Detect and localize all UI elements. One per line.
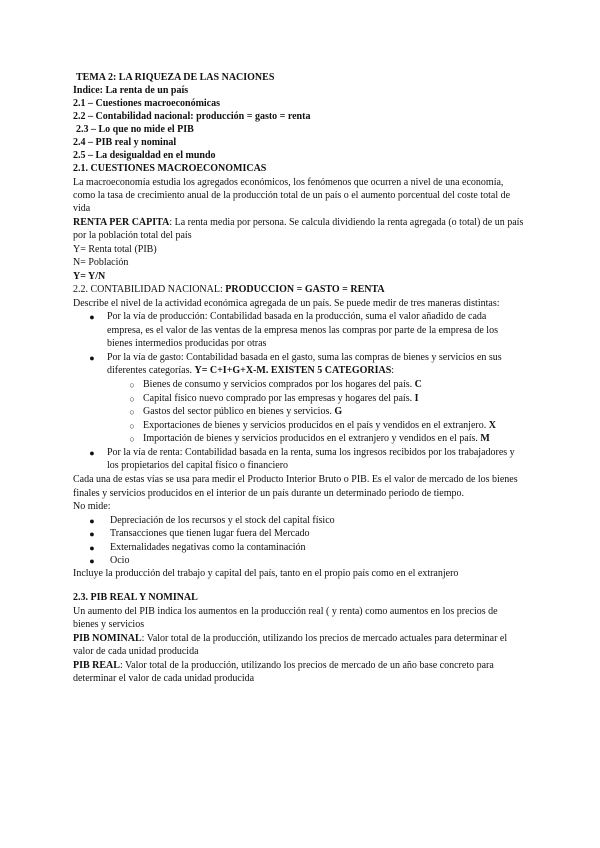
list-item-line: diferentes categorías. Y= C+I+G+X-M. EXISTEN 5 CATEGORÍAS: bbox=[107, 365, 395, 376]
category-item: Bienes de consumo y servicios comprados por los hogares del país. C bbox=[143, 379, 422, 390]
list-item-line: los propietarios del capital físico o financiero bbox=[107, 460, 289, 471]
paragraph-line: Describe el nivel de la actividad económica agregada de un país. Se puede medir de tres maneras distintas: bbox=[73, 298, 500, 309]
sub-bullet-icon: ○ bbox=[129, 407, 135, 417]
paragraph-line: vida bbox=[73, 203, 91, 214]
bullet-icon: ● bbox=[89, 448, 95, 458]
index-item: 2.4 – PIB real y nominal bbox=[73, 137, 177, 148]
no-mide-label: No mide: bbox=[73, 501, 111, 512]
category-item: Gastos del sector público en bienes y servicios. G bbox=[143, 406, 343, 417]
sub-bullet-icon: ○ bbox=[129, 421, 135, 431]
paragraph-line: Incluye la producción del trabajo y capital del país, tanto en el propio país como en el extranjero bbox=[73, 568, 459, 579]
index-item: 2.3 – Lo que no mide el PIB bbox=[76, 124, 194, 135]
sub-bullet-icon: ○ bbox=[129, 394, 135, 404]
section-heading-2-2: 2.2. CONTABILIDAD NACIONAL: PRODUCCIÓN = GASTO = RENTA bbox=[73, 284, 385, 295]
paragraph-line: bienes y servicios bbox=[73, 619, 145, 630]
index-heading: Índice: La renta de un país bbox=[73, 85, 189, 96]
list-item: Depreciación de los recursos y el stock del capital físico bbox=[110, 515, 335, 526]
paragraph-line: determinar el valor de cada unidad producida bbox=[73, 673, 255, 684]
list-item: Ocio bbox=[110, 555, 130, 566]
list-item-line: bienes intermedios producidas por otras bbox=[107, 338, 267, 349]
list-item-line: Por la vía de producción: Contabilidad basada en la producción, suma el valor añadido de cada bbox=[107, 311, 487, 322]
section-heading-2-3: 2.3. PIB REAL Y NOMINAL bbox=[73, 592, 198, 603]
bullet-icon: ● bbox=[89, 516, 95, 526]
sub-bullet-icon: ○ bbox=[129, 380, 135, 390]
index-item: 2.5 – La desigualdad en el mundo bbox=[73, 150, 216, 161]
renta-per-capita-definition: RENTA PER CÁPITA: La renta media por persona. Se calcula dividiendo la renta agregada (o total) de un país bbox=[73, 217, 524, 228]
paragraph-line: Un aumento del PIB indica los aumentos en la producción real ( y renta) como aumentos en los precios de bbox=[73, 606, 498, 617]
paragraph-line: Cada una de estas vías se usa para medir el Producto Interior Bruto o PIB. Es el valor de mercado de los bienes bbox=[73, 474, 518, 485]
paragraph-line: La macroeconomía estudia los agregados económicos, los fenómenos que ocurren a nivel de una economía, bbox=[73, 177, 504, 188]
category-item: Exportaciones de bienes y servicios producidos en el país y vendidos en el extranjero. X bbox=[143, 420, 496, 431]
paragraph-line: como la tasa de crecimiento anual de la producción total de un país o el aumento porcentual del coste total de bbox=[73, 190, 511, 201]
bullet-icon: ● bbox=[89, 312, 95, 322]
paragraph-line: valor de cada unidad producida bbox=[73, 646, 199, 657]
term-pib-nominal: PIB NOMINAL bbox=[73, 633, 142, 644]
category-item: Importación de bienes y servicios producidos en el extranjero y vendidos en el país. M bbox=[143, 433, 490, 444]
paragraph-line: finales y servicios producidos en el interior de un país durante un determinado periodo de tiempo. bbox=[73, 488, 465, 499]
list-item: Transacciones que tienen lugar fuera del Mercado bbox=[110, 528, 310, 539]
term-pib-real: PIB REAL bbox=[73, 660, 120, 671]
bullet-icon: ● bbox=[89, 556, 95, 566]
term-renta-per-capita: RENTA PER CÁPITA bbox=[73, 217, 170, 228]
sub-bullet-icon: ○ bbox=[129, 434, 135, 444]
list-item: Externalidades negativas como la contaminación bbox=[110, 542, 306, 553]
bullet-icon: ● bbox=[89, 529, 95, 539]
list-item-line: Por la vía de renta: Contabilidad basada en la renta, suma los ingresos recibidos por los trabajadores y bbox=[107, 447, 515, 458]
index-item: 2.2 – Contabilidad nacional: producción = gasto = renta bbox=[73, 111, 311, 122]
document-title bbox=[76, 72, 536, 85]
index-item: 2.1 – Cuestiones macroeconómicas bbox=[73, 98, 221, 109]
paragraph-line: por la población total del país bbox=[73, 230, 192, 241]
definition-line: N= Población bbox=[73, 257, 129, 268]
title-name: : LA RIQUEZA DE LAS NACIONES bbox=[112, 72, 275, 83]
pib-real-definition: PIB REAL: Valor total de la producción, utilizando los precios de mercado de un año base concreto para bbox=[73, 660, 494, 671]
gasto-formula: Y= C+I+G+X-M. EXISTEN 5 CATEGORÍAS bbox=[194, 365, 392, 376]
title-number: TEMA 2 bbox=[76, 72, 113, 83]
list-item-line: Por la vía de gasto: Contabilidad basada en el gasto, suma las compras de bienes y servicios en sus bbox=[107, 352, 502, 363]
formula: Y= Y/N bbox=[73, 271, 106, 282]
bullet-icon: ● bbox=[89, 543, 95, 553]
list-item-line: empresa, es el valor de las ventas de la empresa menos las compras por parte de la empresa de los bbox=[107, 325, 498, 336]
section-heading-2-1: 2.1. CUESTIONES MACROECONÓMICAS bbox=[73, 163, 267, 174]
bullet-icon: ● bbox=[89, 353, 95, 363]
pib-nominal-definition: PIB NOMINAL: Valor total de la producción, utilizando los precios de mercado actuales para determinar el bbox=[73, 633, 508, 644]
category-item: Capital físico nuevo comprado por las empresas y hogares del país. I bbox=[143, 393, 419, 404]
definition-line: Y= Renta total (PIB) bbox=[73, 244, 157, 255]
